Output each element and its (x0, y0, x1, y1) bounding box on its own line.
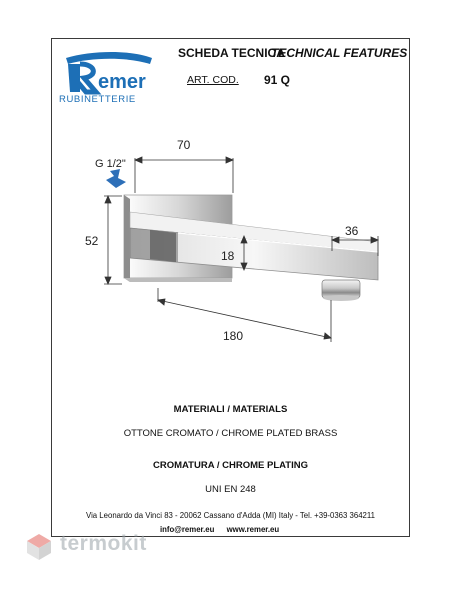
dim-line-52 (104, 196, 122, 284)
plating-title: CROMATURA / CHROME PLATING (153, 460, 308, 471)
article-code-value: 91 Q (264, 73, 291, 87)
plating-value: UNI EN 248 (205, 484, 256, 495)
watermark-text: termokit (60, 532, 147, 555)
svg-text:emer: emer (98, 71, 146, 93)
company-address: Via Leonardo da Vinci 83 - 20062 Cassano d'Adda (MI) Italy - Tel. +39-0363 364211 (86, 511, 375, 520)
materials-value: OTTONE CROMATO / CHROME PLATED BRASS (123, 428, 338, 439)
website-link[interactable]: www.remer.eu (226, 525, 280, 534)
title-english: TECHNICAL FEATURES (271, 46, 408, 60)
watermark-cube-icon (24, 532, 54, 562)
inlet-arrow-icon (106, 169, 126, 188)
dim-line-180 (158, 288, 331, 342)
company-contacts (160, 525, 289, 534)
article-code-label: ART. COD. (187, 74, 239, 86)
dim-label-52: 52 (85, 234, 99, 248)
materials-title: MATERIALI / MATERIALS (173, 404, 288, 415)
dim-label-connection: G 1/2" (95, 158, 126, 170)
dim-line-70 (135, 157, 233, 193)
dim-label-18: 18 (221, 249, 235, 263)
aerator (322, 280, 360, 301)
dim-label-36: 36 (345, 224, 359, 238)
dim-label-70: 70 (177, 138, 191, 152)
brand-subtitle: RUBINETTERIE (59, 94, 136, 105)
dim-label-180: 180 (223, 329, 244, 343)
title-italian: SCHEDA TECNICA (178, 46, 285, 60)
email-link[interactable]: info@remer.eu (160, 525, 215, 534)
